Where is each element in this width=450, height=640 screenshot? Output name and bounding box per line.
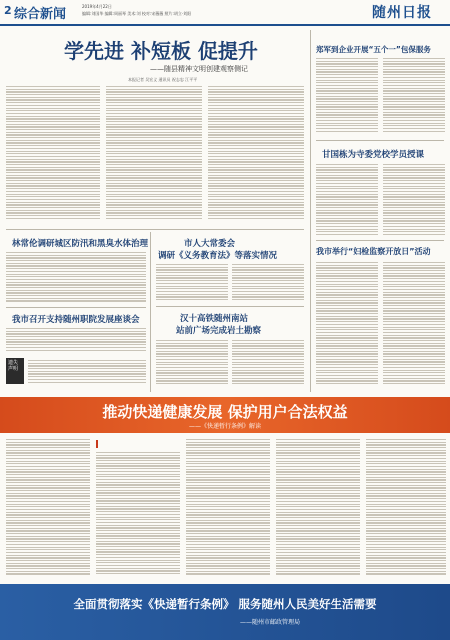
lead-body-col-1 [6,86,100,226]
section-title: 综合新闻 [14,7,67,22]
editor-line: 编辑:刘国华 编辑:周丽琴 美术:刘 校对:宋薇薇 照片:胡立·刘阳 [82,11,192,16]
masthead-rule [0,24,450,26]
lead-headline: 学先进 补短板 促提升 [64,39,258,63]
right-headline-2: 甘国栋为寺委党校学员授课 [322,150,425,160]
mid-center-article-1-body-a [156,264,228,304]
mid-left-headline-1: 林常伦调研城区防汛和黑臭水体治理 [12,239,149,249]
notice-body [28,360,146,386]
mid-left-article-1-body [6,252,146,304]
right-headline-3: 我市举行“妇检监察开放日”活动 [316,247,431,256]
right-divider-1 [316,140,444,141]
footer-banner-title: 全面贯彻落实《快递暂行条例》 服务随州人民美好生活需要 [73,597,377,611]
right-headline-1: 郑军到企业开展“五个一”包保服务 [316,45,431,54]
lead-body-col-2 [106,86,202,226]
lead-subtitle: ——随县精神文明创建观察侧记 [150,65,248,73]
footer-banner-sign: ——随州市邮政管理局 [240,619,301,626]
mid-center-headline-1a: 市人大常委会 [184,239,236,249]
footer-banner [0,584,450,640]
right-divider-2 [316,240,444,241]
page-number: 2 [4,4,12,17]
right-article-2-body-a [316,164,378,238]
newspaper-logo: 随州日报 [372,5,432,21]
mid-center-article-2-body-a [156,340,228,388]
feature-body-col-2 [96,452,180,579]
mid-left-headline-2: 我市召开支持随州职院发展座谈会 [12,315,140,325]
notice-label: 遗失声明 [8,360,19,372]
issue-date: 2019年4月22日 [82,4,112,9]
mid-col-divider [150,232,151,392]
feature-body-col-3 [186,439,270,579]
mid-center-headline-2b: 站前广场完成岩土勘察 [176,326,262,336]
mid-left-divider [6,307,146,308]
right-article-3-body-a [316,262,378,388]
right-article-1-body-b [383,58,445,136]
lead-byline: 本报记者 吴宏义 通讯员 祝志忠 江平平 [128,77,198,82]
subhead-marker-1 [96,440,98,448]
mid-center-article-1-body-b [232,264,304,304]
feature-banner-title: 推动快递健康发展 保护用户合法权益 [102,403,348,421]
feature-body-col-4 [276,439,360,579]
feature-banner-subtitle: ——《快递暂行条例》解读 [188,423,261,430]
mid-center-divider [156,306,304,307]
right-article-3-body-b [383,262,445,388]
mid-center-headline-2a: 汉十高铁随州南站 [180,314,249,324]
column-divider [310,30,311,392]
mid-center-article-2-body-b [232,340,304,388]
mid-center-headline-1b: 调研《义务教育法》等落实情况 [158,251,278,261]
mid-left-article-2-body [6,328,146,354]
right-article-1-body-a [316,58,378,136]
feature-body-col-5 [366,439,446,579]
mid-divider [6,229,304,230]
lead-body-col-3 [208,86,304,226]
right-article-2-body-b [383,164,445,238]
feature-body-col-1 [6,439,90,579]
